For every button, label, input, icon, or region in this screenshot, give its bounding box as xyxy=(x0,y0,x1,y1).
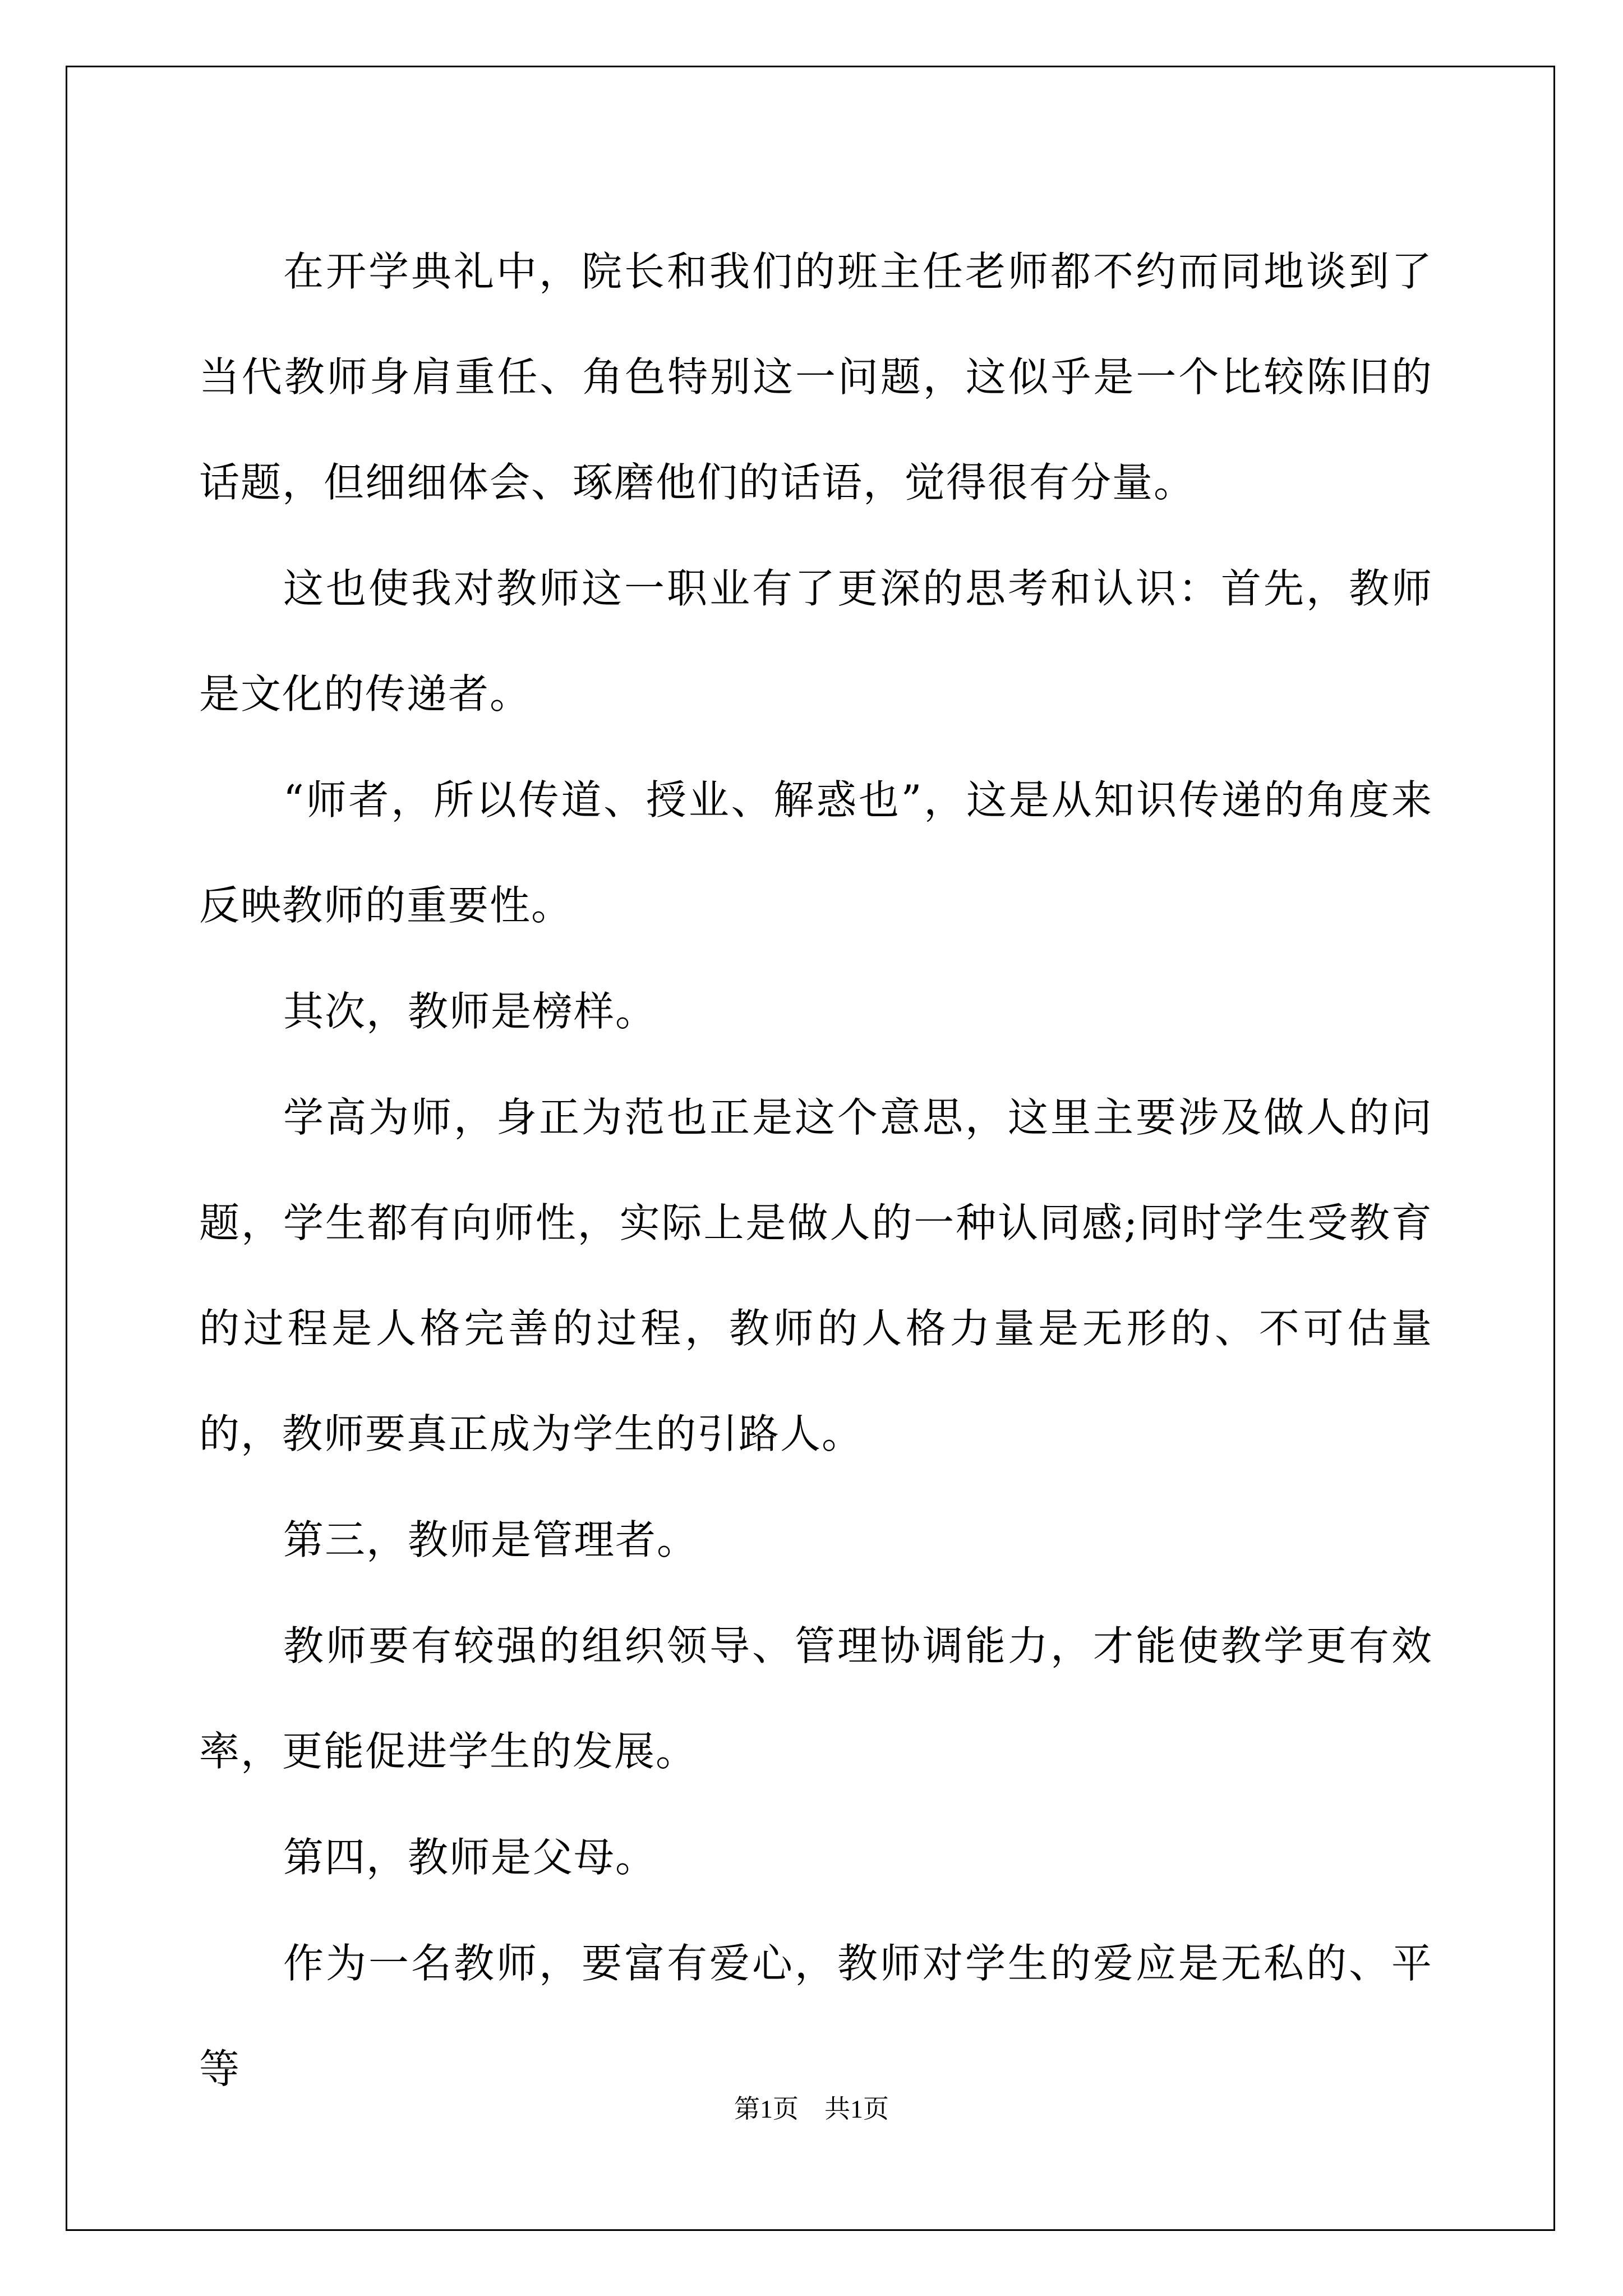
paragraph: 学高为师，身正为范也正是这个意思，这里主要涉及做人的问题，学生都有向师性，实际上是做人的一种认同感;同时学生受教育的过程是人格完善的过程，教师的人格力量是无形的、不可估量的，教师要真正成为学生的引路人。 xyxy=(199,1094,1433,1457)
paragraph: 第四，教师是父母。 xyxy=(283,1834,657,1881)
paragraph: 作为一名教师，要富有爱心，教师对学生的爱应是无私的、平等 xyxy=(199,1940,1433,2092)
paragraph: 教师要有较强的组织领导、管理协调能力，才能使教学更有效率，更能促进学生的发展。 xyxy=(199,1622,1433,1775)
paragraph: 在开学典礼中，院长和我们的班主任老师都不约而同地谈到了当代教师身肩重任、角色特别这一问题，这似乎是一个比较陈旧的话题，但细细体会、琢磨他们的话语，觉得很有分量。 xyxy=(199,248,1433,506)
paragraph: 第三，教师是管理者。 xyxy=(283,1516,699,1563)
paragraph: 其次，教师是榜样。 xyxy=(283,988,657,1035)
paragraph: 这也使我对教师这一职业有了更深的思考和认识：首先，教师是文化的传递者。 xyxy=(199,565,1433,717)
page-footer xyxy=(0,2092,1623,2126)
page-number: 第1页 共1页 xyxy=(734,2095,889,2123)
document-body xyxy=(199,219,1433,2122)
paragraph: “师者，所以传道、授业、解惑也”，这是从知识传递的角度来反映教师的重要性。 xyxy=(199,776,1433,929)
